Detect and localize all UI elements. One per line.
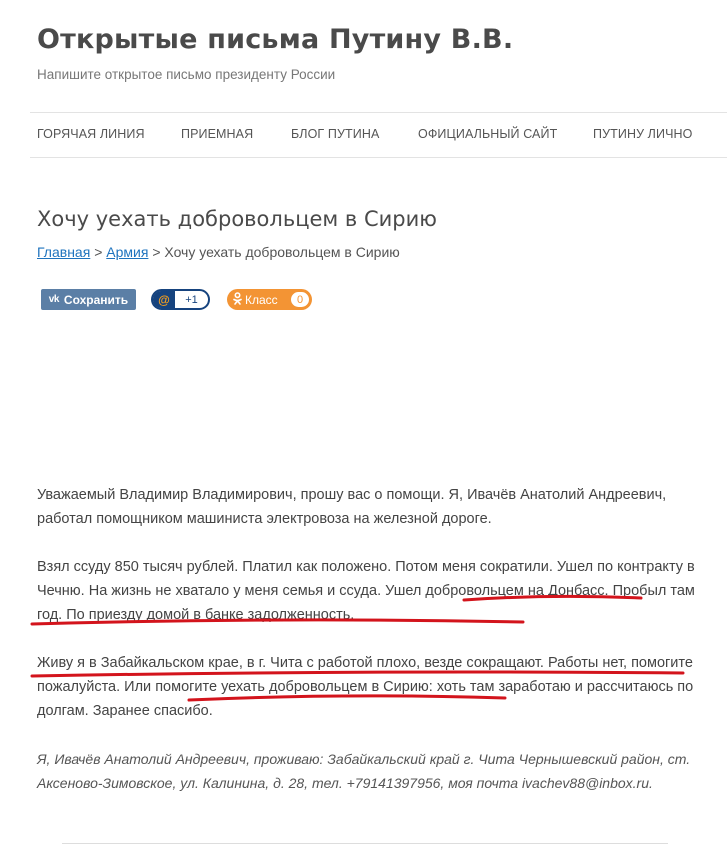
vk-icon: vk: [48, 294, 59, 305]
nav-item-blog[interactable]: БЛОГ ПУТИНА: [291, 127, 380, 141]
highlight-underline-4: [185, 690, 510, 704]
nav-divider-bottom: [30, 157, 727, 158]
main-nav: [0, 113, 727, 157]
site-title[interactable]: Открытые письма Путину В.В.: [37, 24, 514, 55]
highlight-underline-2: [28, 614, 528, 628]
breadcrumb-current: Хочу уехать добровольцем в Сирию: [164, 244, 400, 260]
breadcrumb: [37, 244, 400, 260]
letter-paragraph-2: Взял ссуду 850 тысяч рублей. Платил как положено. Потом меня сократили. Ушел по контракту в Чечню. На жизнь не хватало у меня семья и ссуда. Ушел добровольцем на Донбасс. Пробыл там год. По приезду домой в банке задолженность.: [37, 559, 695, 623]
ok-like-label: Класс: [245, 292, 278, 307]
mailru-share-count: +1: [185, 293, 198, 306]
nav-item-official-site[interactable]: ОФИЦИАЛЬНЫЙ САЙТ: [418, 127, 558, 141]
highlight-underline-3: [28, 664, 688, 680]
ok-like-button[interactable]: [227, 289, 312, 310]
content-divider: [62, 843, 668, 844]
letter-paragraph-3: Живу я в Забайкальском крае, в г. Чита с работой плохо, везде сокращают. Работы нет, помогите пожалуйста. Или помогите уехать добровольцем в Сирию: хоть там заработаю и рассчитаюсь по долгам. Заранее спасибо.: [37, 655, 694, 719]
post-title: Хочу уехать добровольцем в Сирию: [37, 207, 437, 231]
highlight-underline-1: [460, 592, 645, 604]
mailru-share-button[interactable]: [151, 289, 210, 310]
nav-item-personal[interactable]: ПУТИНУ ЛИЧНО: [593, 127, 693, 141]
breadcrumb-separator: >: [94, 244, 103, 260]
site-tagline: Напишите открытое письмо президенту России: [37, 67, 336, 82]
vk-save-label: Сохранить: [63, 292, 129, 307]
nav-item-reception[interactable]: ПРИЕМНАЯ: [181, 127, 254, 141]
odnoklassniki-icon: [233, 292, 242, 308]
letter-signature: Я, Ивачёв Анатолий Андреевич, проживаю: Забайкальский край г. Чита Чернышевский район, ст. Аксеново-Зимовское, ул. Калинина, д. 28, тел. +79141397956, моя почта ivachev88@inbox.ru.: [37, 751, 691, 791]
ok-like-count: 0: [291, 292, 309, 307]
breadcrumb-home-link[interactable]: Главная: [37, 244, 91, 260]
mailru-icon: @: [153, 291, 175, 308]
nav-item-hotline[interactable]: ГОРЯЧАЯ ЛИНИЯ: [37, 127, 145, 141]
breadcrumb-separator: >: [152, 244, 161, 260]
letter-paragraph-1: Уважаемый Владимир Владимирович, прошу вас о помощи. Я, Ивачёв Анатолий Андреевич, работал помощником машиниста электровоза на железной дороге.: [37, 487, 667, 527]
vk-save-button[interactable]: [41, 289, 136, 310]
breadcrumb-category-link[interactable]: Армия: [106, 244, 149, 260]
